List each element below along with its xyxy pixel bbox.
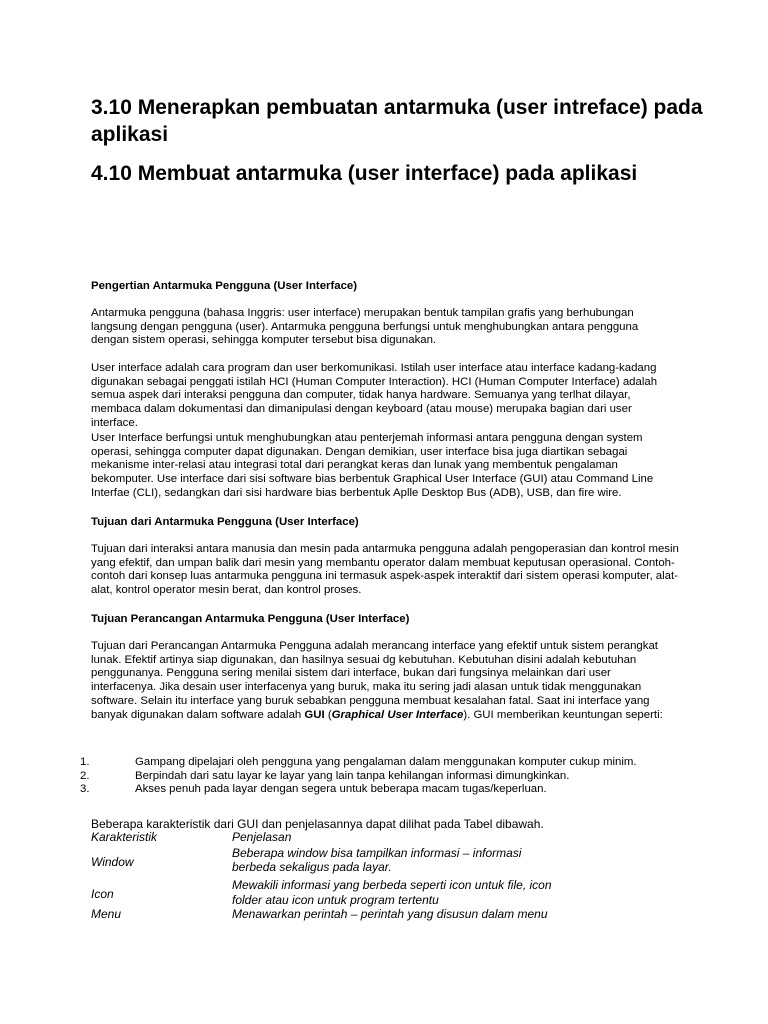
table-header-row	[91, 830, 651, 846]
table-row	[91, 846, 651, 874]
list-text: Akses penuh pada layar dengan segera untuk beberapa macam tugas/keperluan.	[135, 783, 547, 796]
row-value	[232, 878, 651, 906]
paragraph-pengertian-3: User Interface berfungsi untuk menghubungkan atau penterjemah informasi antara pengguna dengan system operasi, sehingga computer dapat digunakan. Dengan demikian, user interface bisa juga diartikan sebagai mekanisme inter-relasi atau integrasi total dari perangkat keras dan lunak yang membentuk pengalaman bekomputer. Use interface dari sisi software bias berbentuk Graphical User Interface (GUI) atau Command Line Interfae (CLI), sedangkan dari sisi hardware bias berbentuk Aplle Desktop Bus (ADB), USB, dan fire wire.	[91, 432, 654, 499]
table-row	[91, 878, 651, 906]
row-key: Menu	[91, 906, 122, 921]
row-key: Icon	[91, 887, 114, 902]
list-number: 1.	[80, 756, 90, 768]
heading-4-10: 4.10 Membuat antarmuka (user interface) pada aplikasi	[91, 162, 638, 185]
list-text: Gampang dipelajari oleh pengguna yang pengalaman dalam menggunakan komputer cukup minim.	[135, 756, 637, 768]
row-value-line: berbeda sekaligus pada layar.	[232, 860, 392, 875]
list-number: 3.	[80, 783, 90, 796]
gui-full-name: Graphical User Interface	[331, 708, 464, 721]
section-title-tujuan: Tujuan dari Antarmuka Pengguna (User Interface)	[91, 516, 359, 528]
section-title-perancangan: Tujuan Perancangan Antarmuka Pengguna (User Interface)	[91, 613, 410, 625]
table-row	[91, 907, 651, 921]
paragraph-perancangan-end: ). GUI memberikan keuntungan seperti:	[463, 708, 663, 721]
paren-open: (	[324, 708, 332, 721]
section-title-pengertian: Pengertian Antarmuka Pengguna (User Interface)	[91, 280, 358, 292]
paragraph-pengertian-2: User interface adalah cara program dan user berkomunikasi. Istilah user interface atau interface kadang-kadang digunakan sebagai penggati istilah HCI (Human Computer Interaction). HCI (Human Computer Interface) adalah semua aspek dari interaksi pengguna dan computer, tidak hanya hardware. Semuanya yang terlhat dilayar, membaca dalam dokumentasi dan dimanipulasi dengan keyboard (atau mouse) merupaka bagian dari user interface.	[91, 362, 658, 429]
header-penjelasan: Penjelasan	[232, 830, 292, 844]
list-number: 2.	[80, 769, 90, 782]
row-value: Menawarkan perintah – perintah yang disusun dalam menu	[232, 906, 548, 921]
list-text: Berpindah dari satu layar ke layar yang lain tanpa kehilangan informasi dimungkinkan.	[135, 769, 570, 782]
list-item	[80, 783, 680, 797]
paragraph-tujuan: Tujuan dari interaksi antara manusia dan mesin pada antarmuka pengguna adalah pengoperasian dan kontrol mesin yang efektif, dan umpan balik dari mesin yang membantu operator dalam membuat keputusan operasional. Contoh-contoh dari konsep luas antarmuka pengguna ini termasuk aspek-aspek interaktif dari sistem operasi komputer, alat-alat, kontrol operator mesin berat, dan kontrol proses.	[91, 543, 679, 597]
paragraph-perancangan-text: Tujuan dari Perancangan Antarmuka Pengguna adalah merancang interface yang efektif untuk sistem perangkat lunak. Efektif artinya siap digunakan, dan hasilnya sesuai dg kebutuhan. Kebutuhan disini adalah kebutuhan penggunanya. Pengguna sering menilai sistem dari interface, bukan dari fungsinya melainkan dari user interfacenya. Jika desain user interfacenya yang buruk, maka itu sering jadi alasan untuk tidak menggunakan software. Selain itu interface yang buruk sebabkan pengguna membuat kesalahan fatal. Saat ini interface yang banyak digunakan dalam software adalah	[91, 640, 658, 721]
row-value-line: Mewakili informasi yang berbeda seperti icon untuk file, icon	[232, 878, 552, 893]
paragraph-perancangan	[91, 640, 679, 722]
gui-abbrev: GUI	[304, 708, 325, 721]
row-key: Window	[91, 855, 134, 869]
row-value	[232, 846, 651, 874]
table-intro: Beberapa karakteristik dari GUI dan penjelasannya dapat dilihat pada Tabel dibawah.	[91, 817, 544, 831]
list-item	[80, 756, 680, 770]
gui-advantages-list	[80, 756, 680, 797]
paragraph-pengertian-1: Antarmuka pengguna (bahasa Inggris: user interface) merupakan bentuk tampilan grafis yang berhubungan langsung dengan pengguna (user). Antarmuka pengguna berfungsi untuk menghubungkan antara pengguna dengan sistem operasi, sehingga komputer tersebut bisa digunakan.	[91, 307, 639, 347]
row-value-line: Beberapa window bisa tampilkan informasi – informasi	[232, 846, 522, 860]
list-item	[80, 770, 680, 784]
header-karakteristik: Karakteristik	[91, 830, 158, 844]
row-value-line: folder atau icon untuk program tertentu	[232, 892, 439, 907]
gui-characteristics-table	[91, 830, 651, 921]
heading-3-10: 3.10 Menerapkan pembuatan antarmuka (user intreface) pada aplikasi	[91, 96, 703, 146]
